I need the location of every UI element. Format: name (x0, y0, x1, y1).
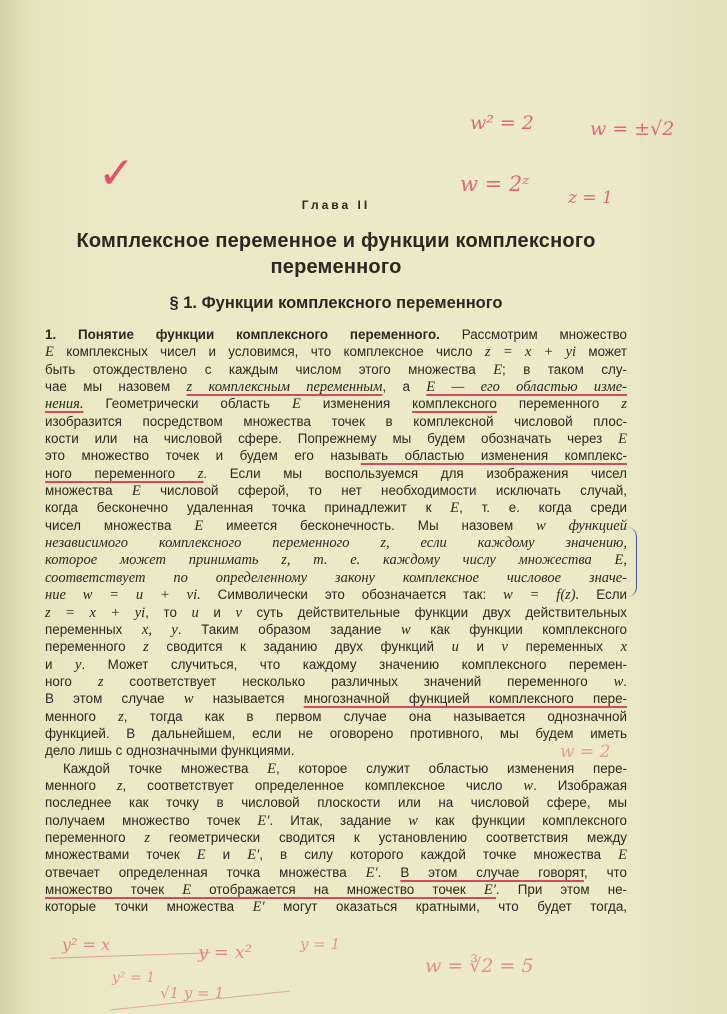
text-line (45, 343, 627, 360)
italic-text: w (183, 691, 194, 708)
text-line (45, 621, 627, 638)
text-line (45, 898, 627, 915)
italic-text: E′ (247, 847, 260, 864)
text-run: получаем множество точек (45, 812, 258, 828)
text-run: множествами точек (45, 847, 197, 863)
italic-text: v (235, 604, 242, 621)
handwritten-note: w = 2ᶻ (460, 172, 530, 196)
italic-text: E (618, 431, 627, 448)
check-mark-annotation: ✓ (98, 148, 135, 199)
handwritten-note: z = 1 (568, 188, 613, 208)
text-run: ного (45, 673, 98, 689)
italic-text: w (613, 673, 624, 690)
text-run: геометрически сводится к установлению соответствия между (150, 829, 627, 845)
handwritten-note: w = ∛2 = 5 (425, 955, 534, 977)
text-line (45, 447, 627, 464)
italic-text: E′ (252, 899, 265, 916)
handwritten-note: w² = 2 (470, 112, 534, 134)
text-run: , тогда как в первом случае она называется однозначной (123, 708, 627, 724)
text-run: дело лишь с однозначными функциями. (45, 743, 295, 759)
text-run: изменения (300, 396, 413, 412)
underlined-text: отображается на множество точек (191, 882, 484, 897)
italic-text: соответствует по определенному закону комплексное числовое значе- (45, 569, 627, 586)
text-run: называется (193, 691, 304, 707)
text-run: , т. е. когда среди (459, 500, 627, 516)
text-run: . Таким образом задание (177, 621, 402, 637)
text-run: может (576, 344, 627, 360)
text-run: последнее как точку в числовой плоскости или на числовой сфере, мы (45, 795, 627, 811)
text-run: переменных (45, 621, 142, 637)
text-run: чае мы назовем (45, 379, 187, 395)
handwritten-note: y = x² (198, 942, 253, 963)
text-line (45, 413, 627, 430)
text-run: Геометрически область (83, 396, 292, 412)
underlined-text: В этом случае говорят (400, 864, 584, 880)
text-run: кости или на числовой сфере. Попрежнему мы будем обозначать через (45, 431, 619, 447)
text-run: , в силу которого каждой точке множества (259, 847, 619, 863)
italic-text: w (408, 812, 418, 829)
italic-text: w = f(z). (503, 587, 580, 604)
text-line (45, 881, 627, 898)
text-run: соответствует несколько различных значений переменного (103, 673, 614, 689)
text-run: функцией. В дальнейшем, если не оговорено противного, мы будем иметь (45, 725, 627, 741)
handwritten-note: y² = x (62, 935, 111, 954)
text-run: . Изображая (533, 777, 627, 793)
text-run: сводится к заданию двух функций (148, 639, 452, 655)
text-line (45, 864, 627, 881)
text-run: и (45, 656, 75, 672)
text-run: Каждой точке множества (63, 760, 268, 776)
chapter-title-line-2: переменного (270, 256, 402, 278)
handwritten-note: w = ±√2 (590, 118, 675, 140)
italic-text: независимого комплексного переменного z, если каждому значению, (45, 535, 627, 552)
italic-text: z (143, 639, 149, 656)
text-run: изобразится посредством множества точек в комплексной числовой плос- (45, 413, 627, 429)
handwritten-note: √1 y = 1 (160, 984, 224, 1002)
chapter-title-line-1: Комплексное переменное и функции комплексного (76, 230, 596, 252)
text-run: это множество точек и будем его назы (45, 448, 361, 464)
italic-text: E′ (365, 864, 378, 881)
italic-text: которое может принимать z, т. е. каждому числу множества E, (45, 552, 627, 569)
body-text (45, 326, 627, 916)
text-run: переменного (45, 829, 145, 845)
italic-text: u (191, 604, 199, 621)
text-run: . Если мы воспользуемся для изображения чисел (203, 465, 627, 481)
text-run: как функции комплексного (417, 812, 627, 828)
text-run: менного (45, 777, 117, 793)
text-line (45, 829, 627, 846)
italic-text: z (144, 829, 151, 846)
italic-text: v (501, 639, 508, 656)
italic-text: E (131, 483, 141, 500)
text-run: Рассмотрим множество (439, 327, 627, 342)
text-line (45, 846, 627, 863)
italic-text: w (523, 777, 534, 794)
text-run: Если (579, 587, 627, 603)
underlined-text: комплексного (412, 396, 497, 412)
text-run: переменных (507, 639, 621, 655)
italic-text: x, y (141, 621, 178, 638)
italic-text: E (194, 517, 204, 534)
section-heading: § 1. Функции комплексного переменного (169, 294, 503, 312)
text-run: числовой сферой, то нет необходимости исключать случай, (140, 483, 627, 499)
italic-text: y (75, 656, 82, 673)
text-run: . (377, 864, 401, 880)
italic-text: E (450, 500, 460, 517)
italic-text: z = x + yi (45, 604, 146, 621)
text-run: . (623, 673, 628, 689)
italic-text: z (621, 396, 628, 413)
text-line (45, 777, 627, 794)
handwritten-note: w = 2 (560, 742, 611, 762)
text-line (45, 378, 627, 395)
italic-text: ние w = u + vi. (45, 587, 201, 604)
italic-text: z (116, 777, 123, 794)
text-run: . Может случиться, что каждому значению комплексного перемен- (81, 656, 628, 672)
text-run: ; в таком слу- (502, 361, 627, 377)
underlined-text: многозначной функцией комплексного пере- (303, 691, 627, 707)
italic-text: w (401, 621, 411, 638)
text-line (45, 534, 627, 551)
margin-bracket (626, 527, 637, 597)
text-line (45, 361, 627, 378)
text-run: , которое служит областью изменения пере- (276, 760, 627, 776)
text-line (45, 499, 627, 516)
text-run: быть отождествлено с каждым числом этого множества (45, 361, 494, 377)
text-line (45, 465, 627, 482)
text-run: переменного (496, 396, 622, 412)
handwritten-note: y = 1 (300, 935, 341, 953)
text-line (45, 638, 627, 655)
text-run: , соответствует определенное комплексное число (122, 777, 524, 793)
italic-text: z (118, 708, 124, 725)
text-line (45, 742, 627, 759)
underlined-text: E (182, 882, 192, 898)
text-run: , а (382, 379, 427, 395)
text-run: имеется бесконечность. Мы назовем (203, 517, 537, 533)
text-line (45, 656, 627, 673)
text-run: переменного (45, 639, 144, 655)
text-run: менного (45, 708, 119, 724)
text-line (45, 551, 627, 568)
text-line (45, 430, 627, 447)
text-run: отвечает определенная точка множества (45, 864, 366, 880)
italic-text: x (620, 639, 627, 656)
text-run: и (205, 847, 248, 863)
text-run: , что (583, 864, 627, 880)
text-run: . При этом не- (495, 882, 627, 897)
italic-text: E′ (257, 812, 270, 829)
text-line (45, 690, 627, 707)
text-line (45, 326, 627, 343)
text-line (45, 725, 627, 742)
italic-text: w функцией (536, 517, 627, 534)
text-run: Символически это обозначается так: (200, 587, 504, 603)
italic-text: E (618, 847, 627, 864)
text-line (45, 673, 627, 690)
text-line (45, 794, 627, 811)
text-run: множества (45, 483, 132, 499)
text-line (45, 812, 627, 829)
paragraph-heading: 1. Понятие функции комплексного переменного. (45, 327, 440, 342)
text-run: и (198, 604, 236, 620)
italic-text: E (291, 396, 301, 413)
italic-text: z = x + yi (484, 344, 577, 361)
text-line (45, 395, 627, 412)
text-run: суть действительные функции двух действительных (241, 604, 627, 620)
underlined-text: ного переменного (45, 465, 198, 481)
underlined-text: множество точек (45, 882, 183, 897)
underlined-text: z (197, 465, 204, 482)
text-line (45, 708, 627, 725)
text-line (45, 586, 627, 603)
italic-text: z (97, 673, 104, 690)
chapter-label: Глава II (301, 198, 371, 212)
text-line (45, 517, 627, 534)
text-line (45, 482, 627, 499)
underlined-text: вать областью изменения комплекс- (360, 448, 627, 464)
text-run: как функции комплексного (410, 621, 627, 637)
text-run: и (458, 639, 502, 655)
text-line (45, 760, 627, 777)
text-run: чисел множества (45, 517, 195, 533)
italic-text: E (267, 760, 277, 777)
italic-text: E (493, 361, 503, 378)
text-run: могут оказаться кратными, что будет тогда, (264, 899, 627, 915)
text-run: В этом случае (45, 691, 184, 707)
handwritten-note: y² = 1 (112, 970, 156, 986)
text-run: , то (145, 604, 192, 620)
italic-text: E (45, 344, 54, 361)
text-run: . Итак, задание (269, 812, 409, 828)
text-run: которые точки множества (45, 899, 253, 915)
italic-text: E (196, 847, 206, 864)
text-run: когда бесконечно удаленная точка принадлежит к (45, 500, 451, 516)
underlined-text: нения. (45, 396, 84, 413)
italic-text: u (451, 639, 459, 656)
underlined-text: E — его областью изме- (426, 379, 627, 396)
underlined-text: z комплексным переменным (186, 379, 383, 396)
underlined-text: E′ (483, 882, 496, 898)
text-line (45, 569, 627, 586)
text-line (45, 604, 627, 621)
text-run: комплексных чисел и условимся, что комплексное число (53, 344, 485, 360)
